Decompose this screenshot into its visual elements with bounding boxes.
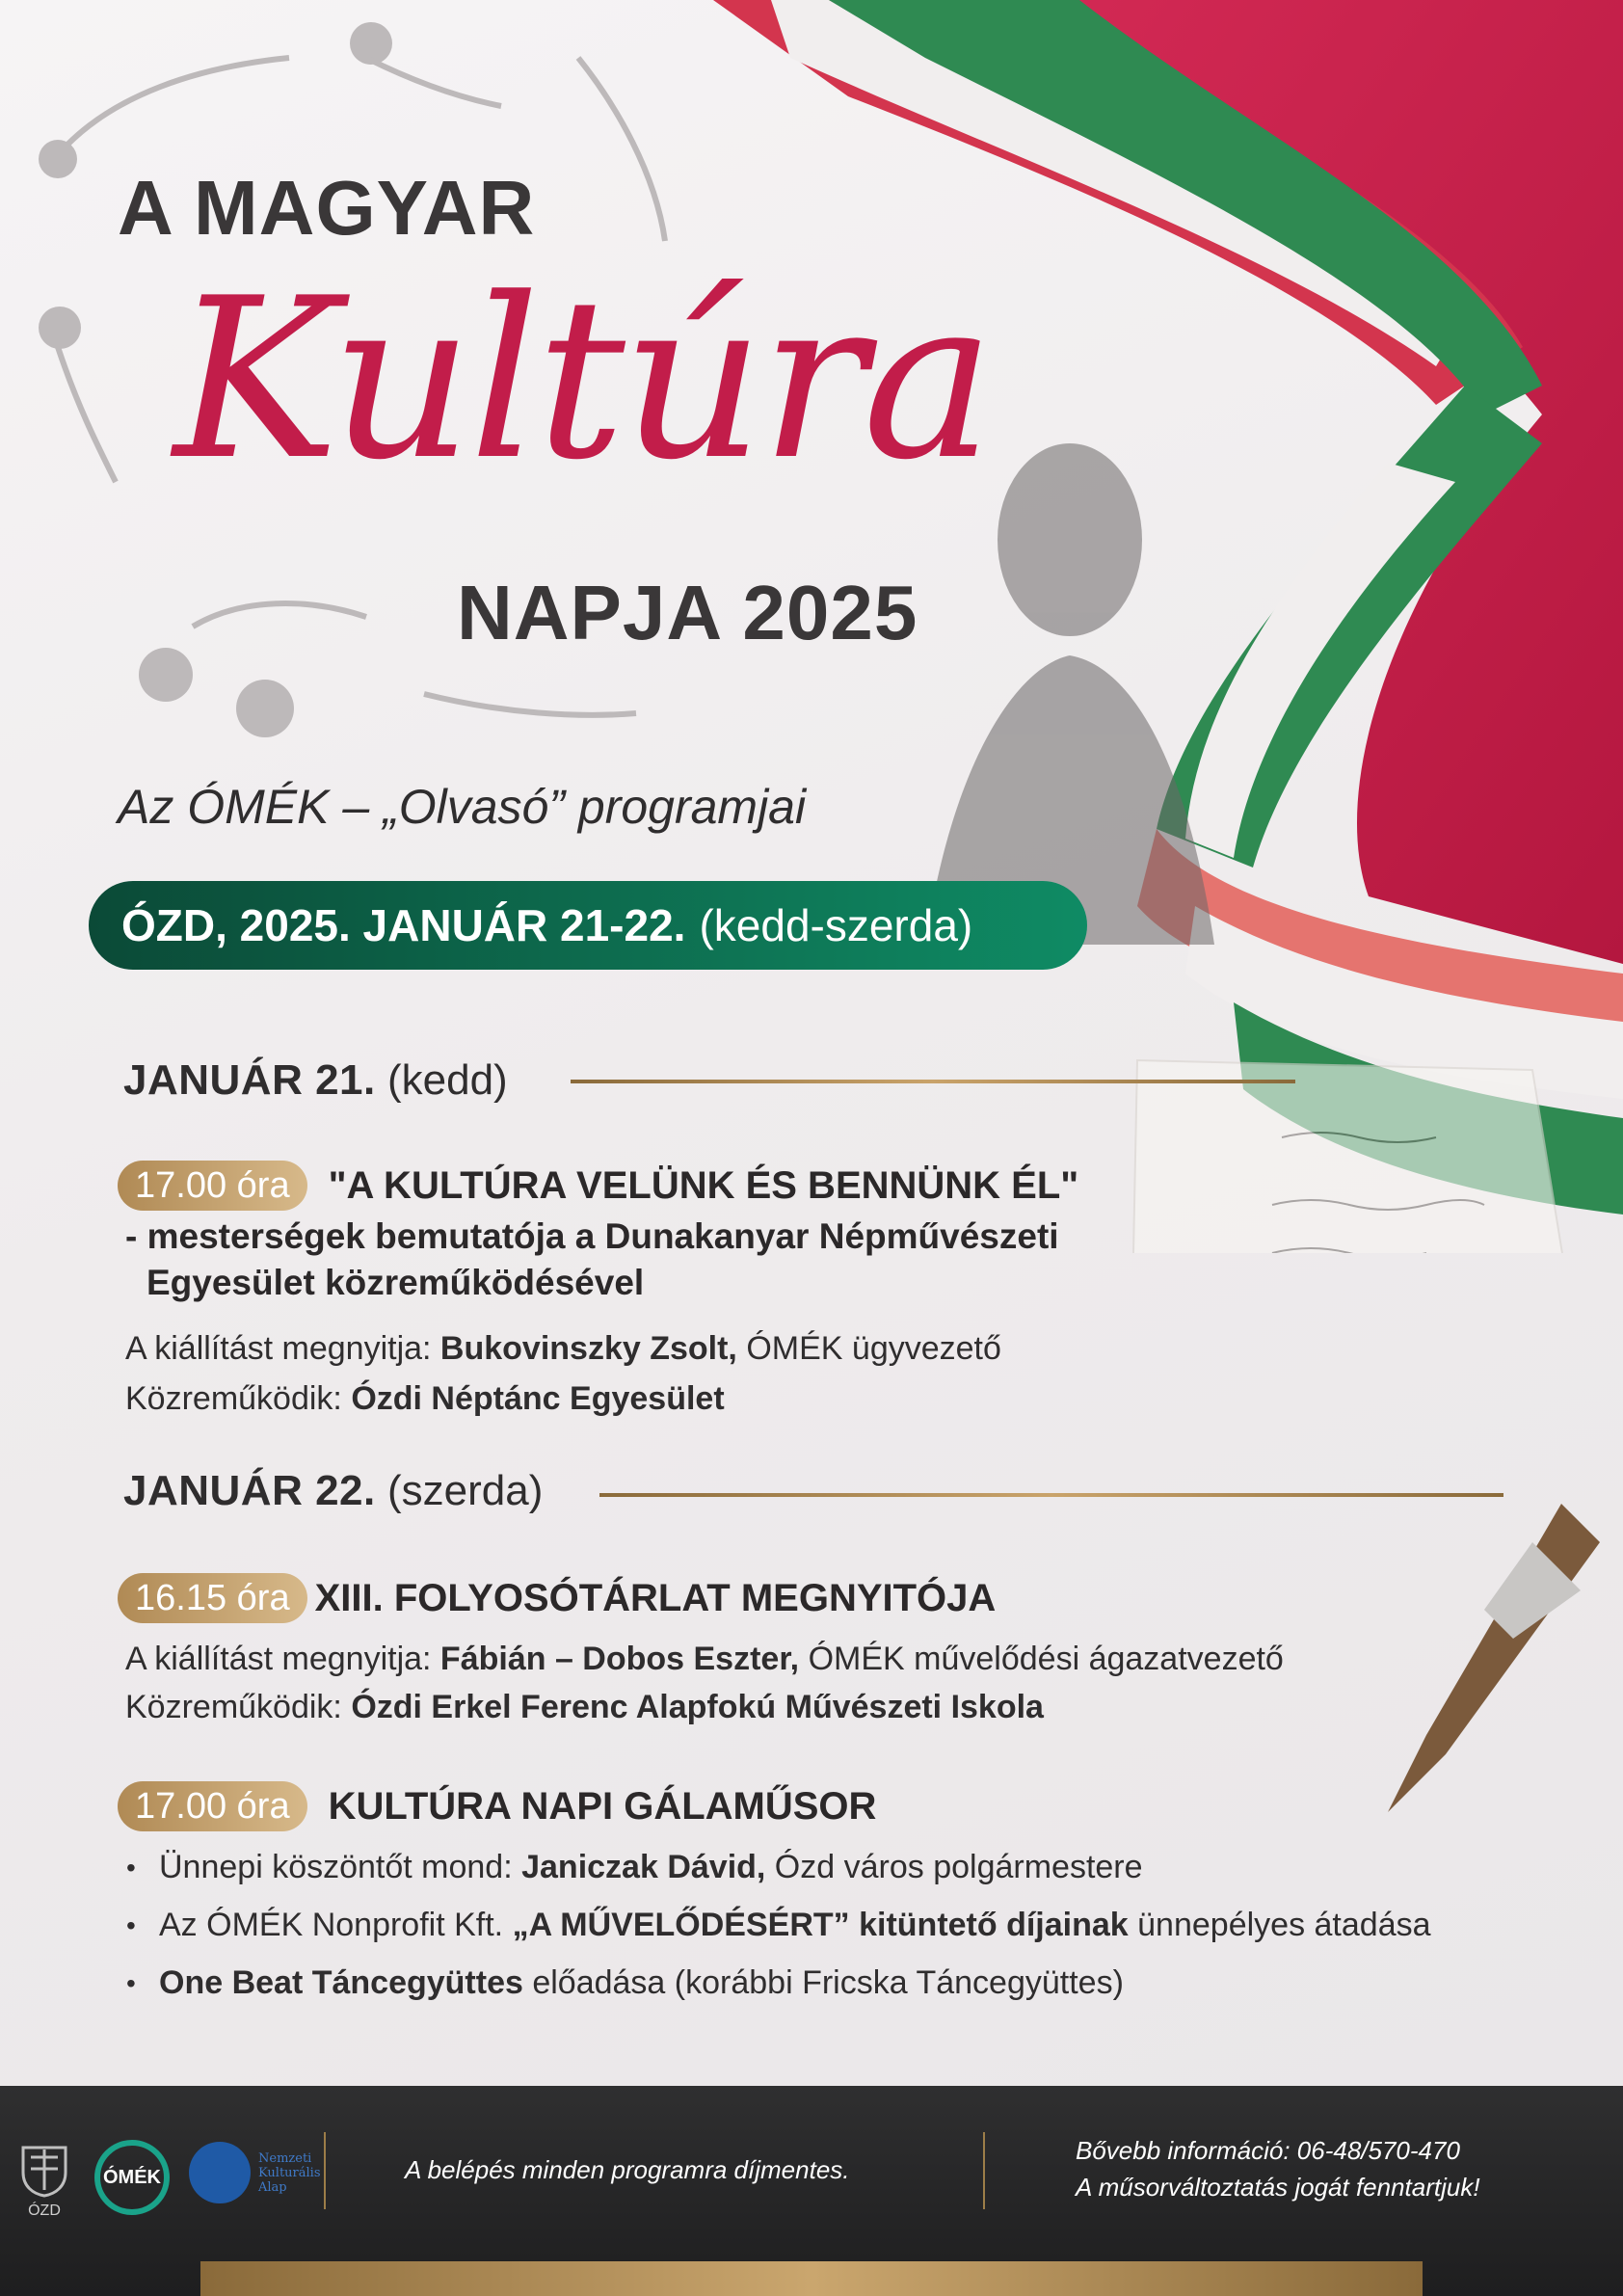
day1-divider [571,1080,1295,1083]
event-title: "A KULTÚRA VELÜNK ÉS BENNÜNK ÉL" [328,1163,1079,1207]
opener-label: A kiállítást megnyitja: [125,1330,440,1367]
date-banner-bold: ÓZD, 2025. JANUÁR 21-22. [121,900,686,950]
day1-performer [125,1380,725,1418]
performer-label: Közreműködik: [125,1689,352,1725]
bullet-bold: Janiczak Dávid, [521,1849,766,1885]
day2-event1-opener [125,1641,1284,1678]
omek-logo [94,2140,170,2215]
day1-event-header [118,1161,1078,1211]
entry-free-note: A belépés minden programra díjmentes. [405,2155,850,2184]
day1-date: JANUÁR 21. [123,1056,376,1104]
day1-heading [123,1056,508,1105]
title-script-word: Kultúra [173,252,992,509]
program-change-note: A műsorváltoztatás jogát fenntartjuk! [1076,2173,1480,2202]
event-title: XIII. FOLYOSÓTÁRLAT MEGNYITÓJA [314,1576,997,1619]
event-title: KULTÚRA NAPI GÁLAMŰSOR [328,1784,877,1828]
day2-event1-performer [125,1689,1044,1726]
performer-name: Ózdi Néptánc Egyesület [351,1380,725,1417]
omek-logo-text: ÓMÉK [103,2166,161,2188]
date-banner-weekdays: (kedd-szerda) [699,900,973,950]
program-bullet-3 [159,1964,1124,2002]
day2-event2-header [118,1781,876,1831]
event-subtitle-line-1: - mesterségek bemutatója a Dunakanyar Népművészeti [125,1216,1059,1256]
opener-name: Bukovinszky Zsolt, [439,1330,737,1367]
opener-label: A kiállítást megnyitja: [125,1641,440,1677]
day2-weekday: (szerda) [386,1467,544,1514]
date-banner [89,881,1087,970]
title-line-1: A MAGYAR [118,165,536,251]
ozd-logo-text: ÓZD [28,2203,61,2219]
nka-text-1: Nemzeti [258,2150,312,2166]
program-bullet-2 [159,1907,1431,1944]
footer-divider-2 [983,2132,985,2209]
bullet-text: Ózd város polgármestere [765,1849,1143,1885]
subtitle: Az ÓMÉK – „Olvasó” programjai [118,780,807,834]
bullet-text: előadása (korábbi Fricska Táncegyüttes) [522,1964,1124,2001]
bullet-text: ünnepélyes átadása [1128,1907,1431,1943]
opener-role: ÓMÉK ügyvezető [736,1330,1001,1367]
opener-role: ÓMÉK művelődési ágazatvezető [799,1641,1284,1677]
event-subtitle-line-2: Egyesület közreműködésével [146,1263,645,1302]
performer-name: Ózdi Erkel Ferenc Alapfokú Művészeti Iskola [351,1689,1044,1725]
ozd-crest-icon [17,2140,71,2198]
performer-label: Közreműködik: [125,1380,352,1417]
time-badge: 16.15 óra [118,1573,307,1623]
day1-opener [125,1330,1001,1368]
bullet-bold: „A MŰVELŐDÉSÉRT” kitüntető díjainak [512,1907,1129,1943]
day2-date: JANUÁR 22. [123,1467,376,1514]
footer-gold-bar [200,2261,1423,2296]
program-bullet-1 [159,1849,1143,1886]
nka-emblem-icon [189,2142,251,2203]
time-badge: 17.00 óra [118,1781,307,1831]
time-badge: 17.00 óra [118,1161,307,1211]
opener-name: Fábián – Dobos Eszter, [439,1641,800,1677]
bullet-text: Az ÓMÉK Nonprofit Kft. [159,1907,513,1943]
fountain-pen-icon [1369,1504,1600,1831]
nka-text-3: Alap [258,2179,287,2195]
bullet-bold: One Beat Táncegyüttes [159,1964,523,2001]
info-phone: Bővebb információ: 06-48/570-470 [1076,2136,1460,2165]
nka-logo [189,2142,321,2203]
day2-divider [599,1493,1503,1497]
title-line-3: NAPJA 2025 [457,570,918,655]
footer-divider-1 [324,2132,326,2209]
bullet-text: Ünnepi köszöntőt mond: [159,1849,522,1885]
nka-text-2: Kulturális [258,2165,321,2180]
day1-weekday: (kedd) [386,1056,508,1104]
day2-event1-header [118,1573,996,1623]
day2-heading [123,1467,543,1515]
ozd-logo [15,2140,73,2220]
